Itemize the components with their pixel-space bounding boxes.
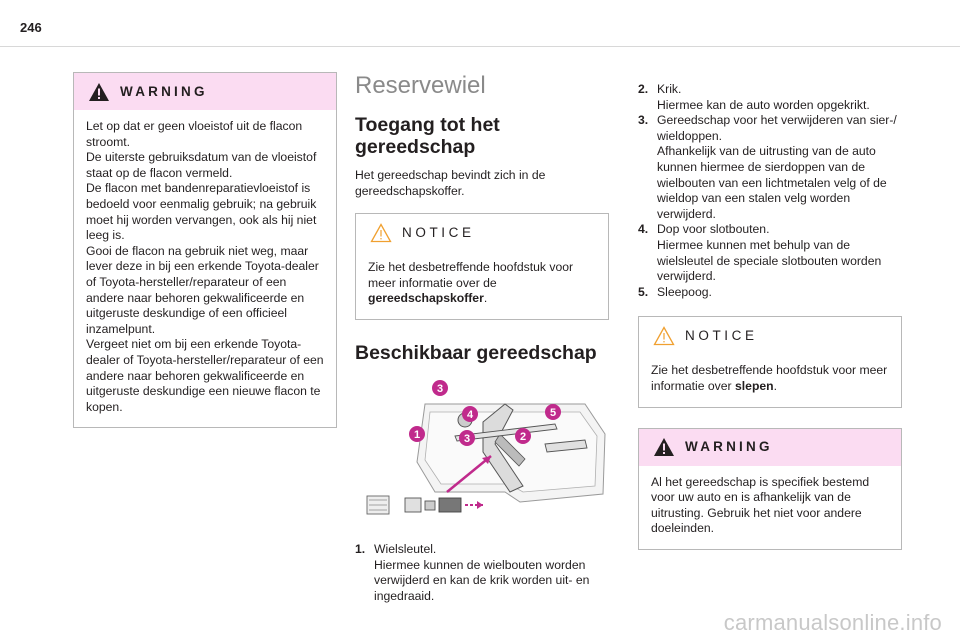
warning-box — [73, 72, 337, 428]
item-name: Krik. — [657, 82, 682, 96]
callout-label: 3 — [463, 432, 471, 445]
item-name: Gereedschap voor het verwijderen van sier-/ wieldoppen. — [657, 113, 897, 143]
item-name: Dop voor slotbouten. — [657, 222, 770, 237]
warning-line: Let op dat er geen vloeistof uit de flacon stroomt. — [86, 119, 303, 149]
item-name: Wielsleutel. — [374, 541, 437, 556]
notice-box — [638, 316, 902, 407]
item-desc: Hiermee kan de auto worden opgekrikt. — [657, 97, 870, 112]
callout-label: 1 — [413, 428, 421, 441]
notice-title: NOTICE — [685, 328, 758, 344]
notice-text: Zie het desbetreffende hoofdstuk voor meer informatie over de — [368, 260, 574, 290]
tool-list-start — [355, 542, 609, 604]
notice-icon — [653, 326, 675, 346]
access-text: Het gereedschap bevindt zich in de gereedschapskoffer. — [355, 168, 546, 198]
warning-line: De flacon met bandenreparatievloeistof is bedoeld voor eenmalig gebruik; na gebruik moet hij worden vervangen, ook als hij niet leeg is. — [86, 181, 317, 243]
page-number: 246 — [20, 20, 42, 35]
right-column — [638, 82, 902, 550]
notice-text: Zie het desbetreffende hoofdstuk voor meer informatie over — [651, 363, 888, 393]
notice-box — [355, 213, 609, 320]
toolkit-drawing — [355, 374, 609, 524]
notice-text-end: . — [773, 378, 778, 393]
notice-body — [639, 354, 901, 406]
item-desc: Afhankelijk van de uitrusting van de auto kunnen hiermee de sierdoppen van de wielbouten van een lichtmetalen velg of de wieldop van een stalen velg worden verwijderd. — [657, 144, 887, 221]
tool-list-continued — [638, 82, 902, 300]
list-item — [355, 542, 609, 604]
warning-header — [639, 429, 901, 466]
watermark: carmanualsonline.info — [723, 610, 942, 635]
callout-label: 2 — [519, 430, 527, 443]
warning-body — [639, 466, 901, 549]
toolkit-illustration — [355, 374, 609, 524]
warning-text: Al het gereedschap is specifiek bestemd voor uw auto en is afhankelijk van de uitrusting. Gebruik het niet voor andere doeleinden. — [651, 474, 870, 536]
tools-title: Beschikbaar gereedschap — [355, 341, 597, 364]
item-name: Sleepoog. — [657, 284, 712, 299]
warning-title: WARNING — [120, 83, 208, 99]
item-desc: Hiermee kunnen met behulp van de wielsleutel de speciale slotbouten worden verwijderd. — [657, 237, 882, 284]
warning-header — [74, 73, 336, 110]
notice-title: NOTICE — [402, 224, 475, 240]
warning-icon — [88, 82, 110, 102]
section-title: Reservewiel — [355, 72, 486, 99]
callout-label: 3 — [436, 382, 444, 395]
callout-label: 4 — [466, 408, 474, 421]
callout-label: 5 — [549, 406, 557, 419]
item-number: 2. — [638, 82, 649, 96]
middle-column — [355, 72, 609, 604]
warning-line: De uiterste gebruiksdatum van de vloeistof staat op de flacon vermeld. — [86, 150, 317, 180]
list-item — [638, 82, 902, 113]
notice-text-end: . — [483, 291, 488, 306]
warning-line: Vergeet niet om bij een erkende Toyota-dealer of Toyota-hersteller/reparateur of een andere naar behoren gekwalificeerde en uitgeruste deskundige een nieuwe flacon te kopen. — [86, 337, 324, 414]
warning-icon — [653, 437, 675, 457]
item-number: 4. — [638, 222, 649, 237]
warning-box — [638, 428, 902, 550]
list-item — [638, 222, 902, 284]
top-divider — [0, 46, 960, 47]
list-item — [638, 113, 902, 222]
warning-line: Gooi de flacon na gebruik niet weg, maar lever deze in bij een erkende Toyota-dealer of Toyota-hersteller/reparateur of een andere naar behoren gekwalificeerde en uitgeruste deskundige of een officieel inzamelpunt. — [86, 243, 319, 336]
notice-bold-term: gereedschapskoffer — [368, 291, 484, 306]
access-title: Toegang tot het gereedschap — [355, 114, 500, 158]
notice-body — [356, 251, 608, 319]
notice-header — [639, 317, 901, 354]
left-column — [73, 72, 337, 428]
item-desc: Hiermee kunnen de wielbouten worden verwijderd en kan de krik worden uit- en ingedraaid. — [374, 557, 590, 603]
notice-bold-term: slepen — [735, 378, 774, 393]
notice-header — [356, 214, 608, 251]
warning-body — [74, 110, 336, 427]
item-number: 5. — [638, 284, 649, 299]
list-item — [638, 285, 902, 301]
notice-icon — [370, 223, 392, 243]
item-number: 1. — [355, 541, 366, 556]
warning-title: WARNING — [685, 439, 773, 455]
item-number: 3. — [638, 113, 649, 128]
